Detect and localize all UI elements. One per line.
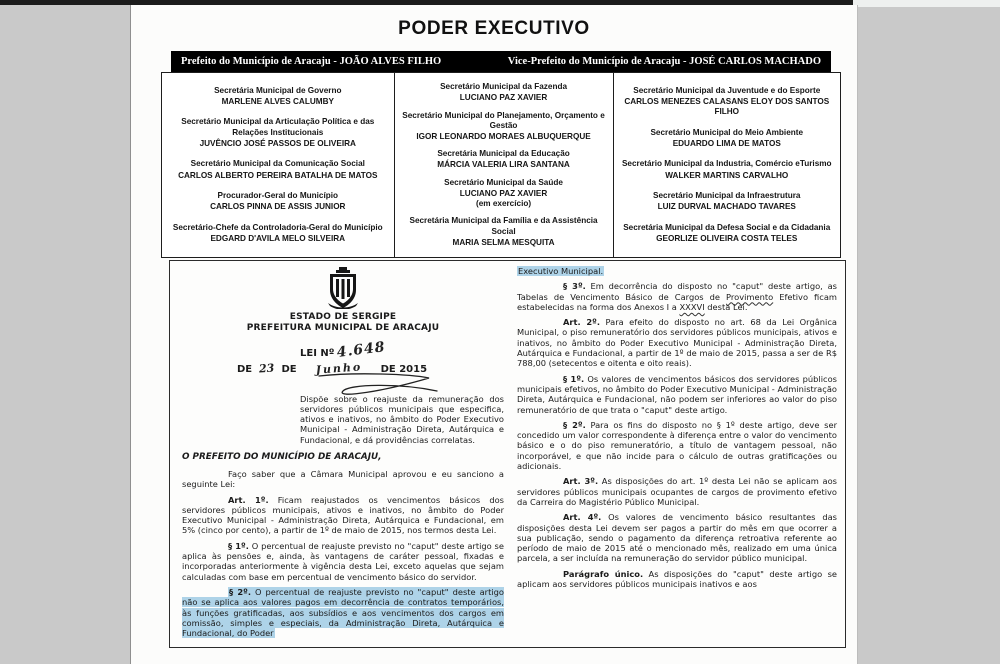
- cabinet-table: [161, 72, 841, 258]
- cabinet-entry-name: CARLOS ALBERTO PEREIRA BATALHA DE MATOS: [178, 170, 378, 180]
- cabinet-entry: [168, 191, 388, 212]
- law-paragraph: § 1º. Os valores de vencimentos básicos dos servidores públicos municipais efetivos, no âmbito do Poder Executivo Municipal - Administração Direta, Autárquica e Fundacional, não podem ser inferiores ao valor do piso remuneratório de que trata o "caput" deste artigo.: [517, 373, 837, 415]
- cabinet-column-2: [395, 73, 614, 257]
- cabinet-entry-name: EDGARD D'AVILA MELO SILVEIRA: [210, 234, 346, 244]
- cabinet-entry: [620, 191, 834, 212]
- law-left-paragraphs: [182, 469, 504, 638]
- law-number-line: [300, 338, 504, 361]
- law-paragraph: Art. 4º. Os valores de vencimento básico resultantes das disposições desta Lei devem ser pagos a partir do mês em que ocorrer a sua publicação, sendo o pagamento da diferença retroativa referente ao período de maio de 2015 até o mencionado mês, realizado em uma única parcela, a ser incluída na remuneração do servidor público municipal.: [517, 512, 838, 564]
- law-paragraph: Art. 1º. Ficam reajustados os vencimentos básicos dos servidores públicos municipais, ativos e inativos, no âmbito do Poder Executivo Municipal - Administração Direta, Autárquica e Fundacional, em 5% (cinco por cento), a partir de 1º de maio de 2015, nos termos desta Lei.: [182, 494, 505, 536]
- cabinet-entry-title: Secretário Municipal da Industria, Comércio eTurismo: [621, 159, 832, 169]
- law-text-box: [169, 260, 846, 648]
- page-title: PODER EXECUTIVO: [398, 18, 590, 39]
- cabinet-entry-name: GEORLIZE OLIVEIRA COSTA TELES: [656, 234, 798, 244]
- cabinet-entry-title: Secretária Municipal da Defesa Social e da Cidadania: [623, 223, 831, 233]
- cabinet-entry-title: Secretário Municipal da Comunicação Social: [190, 159, 365, 169]
- cabinet-entry-name: CARLOS MENEZES CALASANS ELOY DOS SANTOS FILHO: [624, 96, 830, 116]
- cabinet-entry-title: Secretária Municipal de Governo: [214, 85, 342, 95]
- org-state: ESTADO DE SERGIPE: [289, 312, 397, 322]
- cabinet-entry: [168, 223, 388, 244]
- cabinet-entry-name: LUIZ DURVAL MACHADO TAVARES: [657, 202, 796, 212]
- law-paragraph: Parágrafo único. As disposições do "caput" deste artigo se aplicam aos servidores públicos municipais inativos e aos: [517, 568, 838, 590]
- cabinet-entry: [620, 159, 834, 180]
- law-paragraph: Faço saber que a Câmara Municipal aprovou e eu sanciono a seguinte Lei:: [182, 468, 504, 490]
- cabinet-column-1: [162, 73, 395, 257]
- cabinet-entry-name: LUCIANO PAZ XAVIER: [459, 188, 548, 198]
- org-municipality: PREFEITURA MUNICIPAL DE ARACAJU: [246, 323, 440, 334]
- aracaju-coat-of-arms-icon: [326, 267, 360, 309]
- cabinet-entry-name: LUCIANO PAZ XAVIER: [459, 93, 548, 103]
- cabinet-entry-name: EDUARDO LIMA DE MATOS: [672, 138, 781, 148]
- cabinet-entry-title: Secretária Municipal da Família e da Assistência Social: [409, 216, 598, 236]
- cabinet-entry-name: JUVÊNCIO JOSÉ PASSOS DE OLIVEIRA: [199, 138, 356, 148]
- officials-bar: [171, 51, 831, 72]
- cabinet-entry: [168, 86, 388, 107]
- date-de1: DE: [237, 363, 253, 375]
- cabinet-entry-title: Secretário Municipal da Articulação Política e das Relações Institucionais: [181, 117, 375, 137]
- cabinet-entry-name: MARIA SELMA MESQUITA: [452, 237, 555, 247]
- cabinet-entry-title: Secretária Municipal da Educação: [437, 149, 570, 159]
- cabinet-entry-name: IGOR LEONARDO MORAES ALBUQUERQUE: [416, 131, 591, 141]
- law-paragraph: § 3º. Em decorrência do disposto no "caput" deste artigo, as Tabelas de Vencimento Básico de Cargos de Provimento Efetivo ficam estabelecidas na forma dos Anexos I a XXXVI desta Lei.: [517, 281, 837, 312]
- law-opening: O PREFEITO DO MUNICÍPIO DE ARACAJU,: [182, 451, 382, 462]
- law-paragraph: § 2º. Para os fins do disposto no § 1º deste artigo, deve ser concedido um valor correspondente à diferença entre o valor do vencimento básico e o do piso remuneratório, a título de vantagem pessoal, não incorporável, e que não incide para o cálculo de outras gratificações ou adicionais.: [517, 419, 837, 472]
- law-date-line: [237, 359, 504, 377]
- law-ementa: Dispõe sobre o reajuste da remuneração dos servidores públicos municipais que especifica, ativos e inativos, no âmbito do Poder Executivo Municipal - Administração Direta, Autárquica e Fundacional, e dá providências correlatas.: [300, 393, 504, 445]
- handwritten-day: 23: [258, 360, 275, 376]
- law-paragraph: § 2º. O percentual de reajuste previsto no "caput" deste artigo não se aplica aos valores pagos em decorrência de contratos temporários, às funções gratificadas, aos subsídios e aos vencimentos dos cargos em comissão, simples e especiais, da Administração Direta, Autárquica e Fundacional, do Poder: [182, 586, 504, 639]
- law-paragraph: Executivo Municipal.: [518, 266, 604, 276]
- cabinet-entry-name: CARLOS PINNA DE ASSIS JUNIOR: [210, 202, 346, 212]
- handwritten-law-number: 4.648: [336, 338, 387, 361]
- cabinet-entry-name: MARLENE ALVES CALUMBY: [221, 96, 334, 106]
- date-year: DE 2015: [380, 363, 428, 375]
- cabinet-entry-title: Procurador-Geral do Município: [217, 191, 339, 201]
- cabinet-entry: [401, 178, 607, 210]
- handwritten-month: Junho: [314, 359, 363, 377]
- cabinet-entry-note: (em exercício): [476, 199, 532, 209]
- cabinet-entry: [620, 128, 834, 149]
- cabinet-entry: [620, 223, 834, 244]
- cabinet-entry-title: Secretário-Chefe da Controladoria-Geral do Município: [172, 223, 383, 233]
- law-paragraph: § 1º. O percentual de reajuste previsto no "caput" deste artigo se aplica às pensões e, ainda, às vantagens de caráter pessoal, fixadas e incorporadas anteriormente à vigência desta Lei, exceto aquelas que sejam calculadas com base em percentual de vencimento básico do servidor.: [182, 540, 504, 582]
- cabinet-entry-title: Secretário Municipal da Infraestrutura: [653, 191, 801, 201]
- law-number-block: [182, 338, 504, 384]
- law-label: LEI Nº: [300, 347, 335, 359]
- cabinet-entry: [401, 111, 607, 143]
- cabinet-entry: [401, 149, 607, 170]
- law-left-column: [182, 266, 504, 643]
- scanned-document-page: [130, 5, 858, 664]
- date-de2: DE: [281, 363, 297, 375]
- cabinet-column-3: [614, 73, 840, 257]
- cabinet-entry: [401, 82, 607, 103]
- law-paragraph: Art. 2º. Para efeito do disposto no art. 68 da Lei Orgânica Municipal, o piso remuneratório dos servidores públicos municipais, ativos e inativos, no âmbito do Poder Executivo Municipal - Administração Direta, Autárquica e Fundacional, a partir de 1º de maio de 2015, passa a ser de R$ 788,00 (setecentos e oitenta e oito reais).: [517, 317, 838, 369]
- law-right-column: [517, 266, 837, 594]
- cabinet-entry-title: Secretário Municipal do Meio Ambiente: [650, 127, 804, 137]
- cabinet-entry-title: Secretário Municipal da Juventude e do Esporte: [633, 85, 821, 95]
- cabinet-entry: [168, 117, 388, 149]
- cabinet-entry: [620, 86, 834, 118]
- viewer-top-strip-right: [853, 0, 1000, 7]
- cabinet-entry-name: MÁRCIA VALERIA LIRA SANTANA: [437, 160, 570, 170]
- cabinet-entry-name: WALKER MARTINS CARVALHO: [665, 170, 789, 180]
- cabinet-entry: [168, 159, 388, 180]
- cabinet-entry-title: Secretário Municipal do Planejamento, Orçamento e Gestão: [402, 110, 605, 130]
- law-right-paragraphs: [517, 266, 837, 589]
- cabinet-entry-title: Secretário Municipal da Fazenda: [440, 82, 568, 92]
- cabinet-entry-title: Secretário Municipal da Saúde: [444, 177, 563, 187]
- prefeito-label: Prefeito do Município de Aracaju - JOÃO ALVES FILHO: [181, 56, 442, 67]
- cabinet-entry: [401, 216, 607, 248]
- vice-prefeito-label: Vice-Prefeito do Município de Aracaju - JOSÉ CARLOS MACHADO: [507, 56, 821, 67]
- law-paragraph: Art. 3º. As disposições do art. 1º desta Lei não se aplicam aos servidores públicos municipais ocupantes de cargos de provimento efetivo da Carreira do Magistério Público Municipal.: [517, 476, 838, 507]
